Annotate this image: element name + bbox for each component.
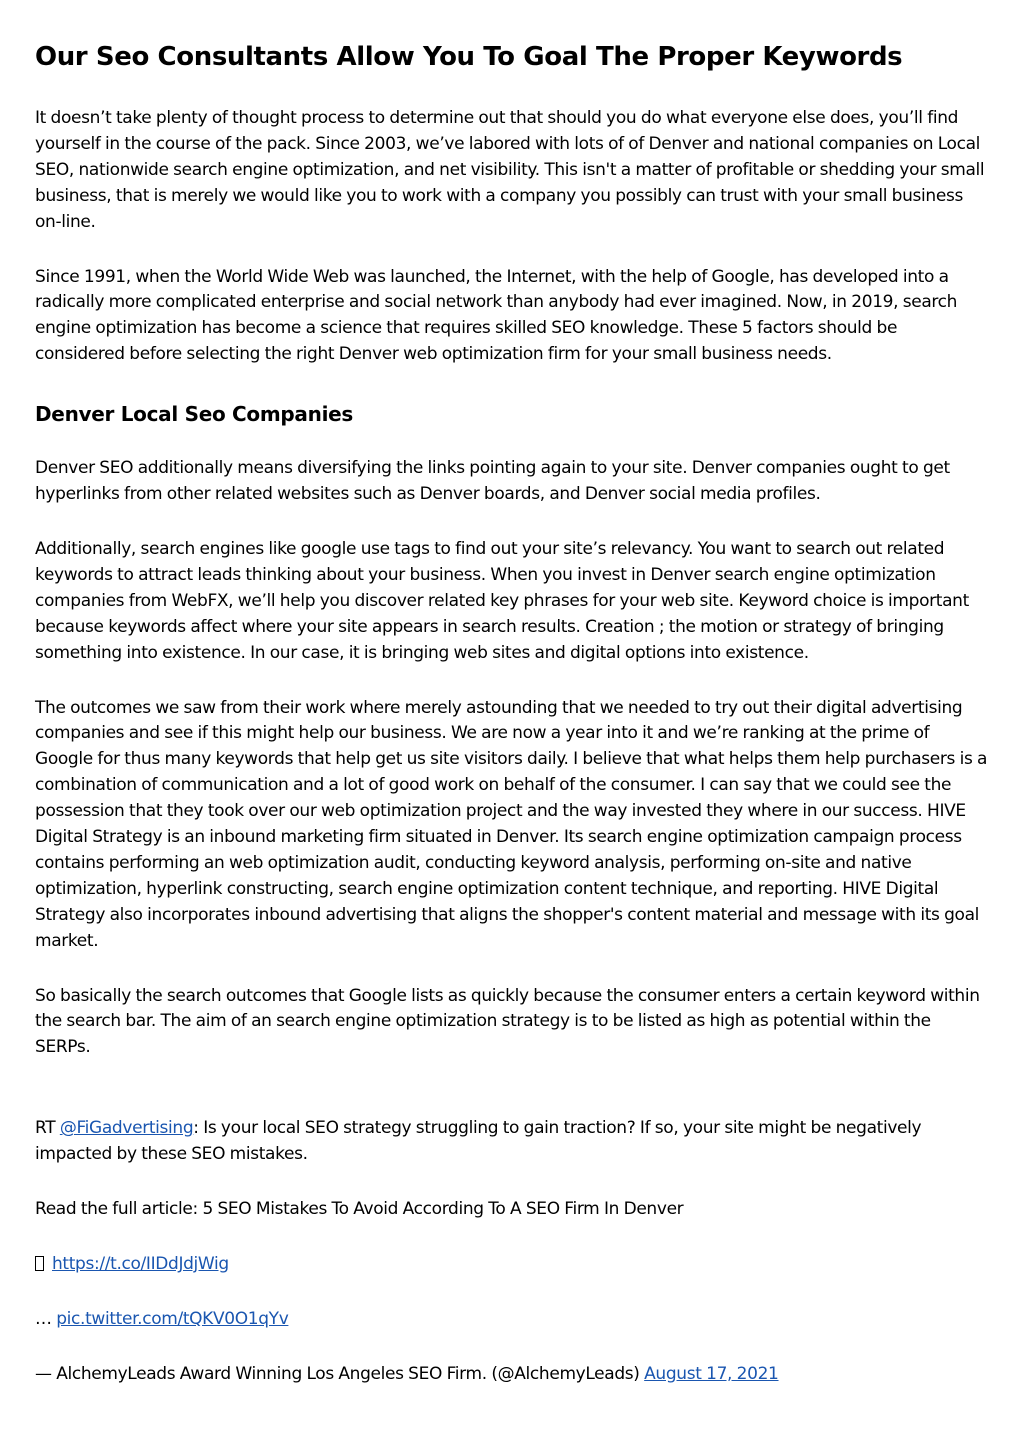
section-heading: Denver Local Seo Companies: [35, 402, 353, 427]
missing-glyph-icon: [35, 1256, 44, 1271]
read-article-line: Read the full article: 5 SEO Mistakes To Avoid According To A SEO Firm In Denver: [35, 1199, 684, 1220]
date-link[interactable]: August 17, 2021: [644, 1363, 779, 1384]
tweet-text: [35, 1116, 988, 1168]
short-link[interactable]: https://t.co/IIDdJdjWig: [52, 1254, 229, 1274]
intro-paragraph-2: Since 1991, when the World Wide Web was launched, the Internet, with the help of Google, has developed into a radically more complicated enterprise and social network than anybody had ever imagined. Now, in 2019, search engine optimization has become a science that requires skilled SEO knowledge. These 5 factors should be considered before selecting the right Denver web optimization firm for your small business needs.: [35, 266, 958, 365]
intro-paragraph-1: It doesn’t take plenty of thought process to determine out that should you do what everyone else does, you’ll find yourself in the course of the pack. Since 2003, we’ve labored with lots of of Denver and national companies on Local SEO, nationwide search engine optimization, and net visibility. This isn't a matter of profitable or shedding your small business, that is merely we would like you to work with a company you possibly can trust with your small business on-line.: [35, 108, 985, 232]
attribution-line: [35, 1362, 988, 1388]
mention-link[interactable]: @FiGadvertising: [59, 1118, 194, 1139]
body-paragraph-3: The outcomes we saw from their work where merely astounding that we needed to try out their digital advertising companies and see if this might help our business. We are now a year into it and we’re ranking at the prime of Google for thus many keywords that help get us site visitors daily. I believe that what helps them help purchasers is a combination of communication and a lot of good work on behalf of the consumer. I can say that we could see the possession that they took over our web optimization project and the way invested they where in our success. HIVE Digital Strategy is an inbound marketing firm situated in Denver. Its search engine optimization campaign process contains performing an web optimization audit, conducting keyword analysis, performing on-site and native optimization, hyperlink constructing, search engine optimization content technique, and reporting. HIVE Digital Strategy also incorporates inbound advertising that aligns the shopper's content material and message with its goal market.: [35, 697, 988, 951]
short-link-line: [35, 1252, 988, 1278]
attribution-text: — AlchemyLeads Award Winning Los Angeles SEO Firm. (@AlchemyLeads): [35, 1363, 645, 1384]
pic-link[interactable]: pic.twitter.com/tQKV0O1qYv: [56, 1308, 289, 1329]
ellipsis-text: …: [35, 1308, 57, 1329]
rt-prefix: RT: [35, 1118, 60, 1139]
spacer: [35, 1090, 988, 1116]
tweet-body: : Is your local SEO strategy struggling to gain traction? If so, your site might be negatively impacted by these SEO mistakes.: [35, 1118, 922, 1165]
body-paragraph-4: So basically the search outcomes that Google lists as quickly because the consumer enters a certain keyword within the search bar. The aim of an search engine optimization strategy is to be listed as high as potential within the SERPs.: [35, 985, 980, 1058]
pic-link-line: [35, 1307, 988, 1333]
body-paragraph-1: Denver SEO additionally means diversifying the links pointing again to your site. Denver companies ought to get hyperlinks from other related websites such as Denver boards, and Denver social media profiles.: [35, 458, 950, 505]
body-paragraph-2: Additionally, search engines like google use tags to find out your site’s relevancy. You want to search out related keywords to attract leads thinking about your business. When you invest in Denver search engine optimization companies from WebFX, we’ll help you discover related key phrases for your web site. Keyword choice is important because keywords affect where your site appears in search results. Creation ; the motion or strategy of bringing something into existence. In our case, it is bringing web sites and digital options into existence.: [35, 538, 969, 663]
page-title: Our Seo Consultants Allow You To Goal The Proper Keywords: [35, 42, 903, 72]
